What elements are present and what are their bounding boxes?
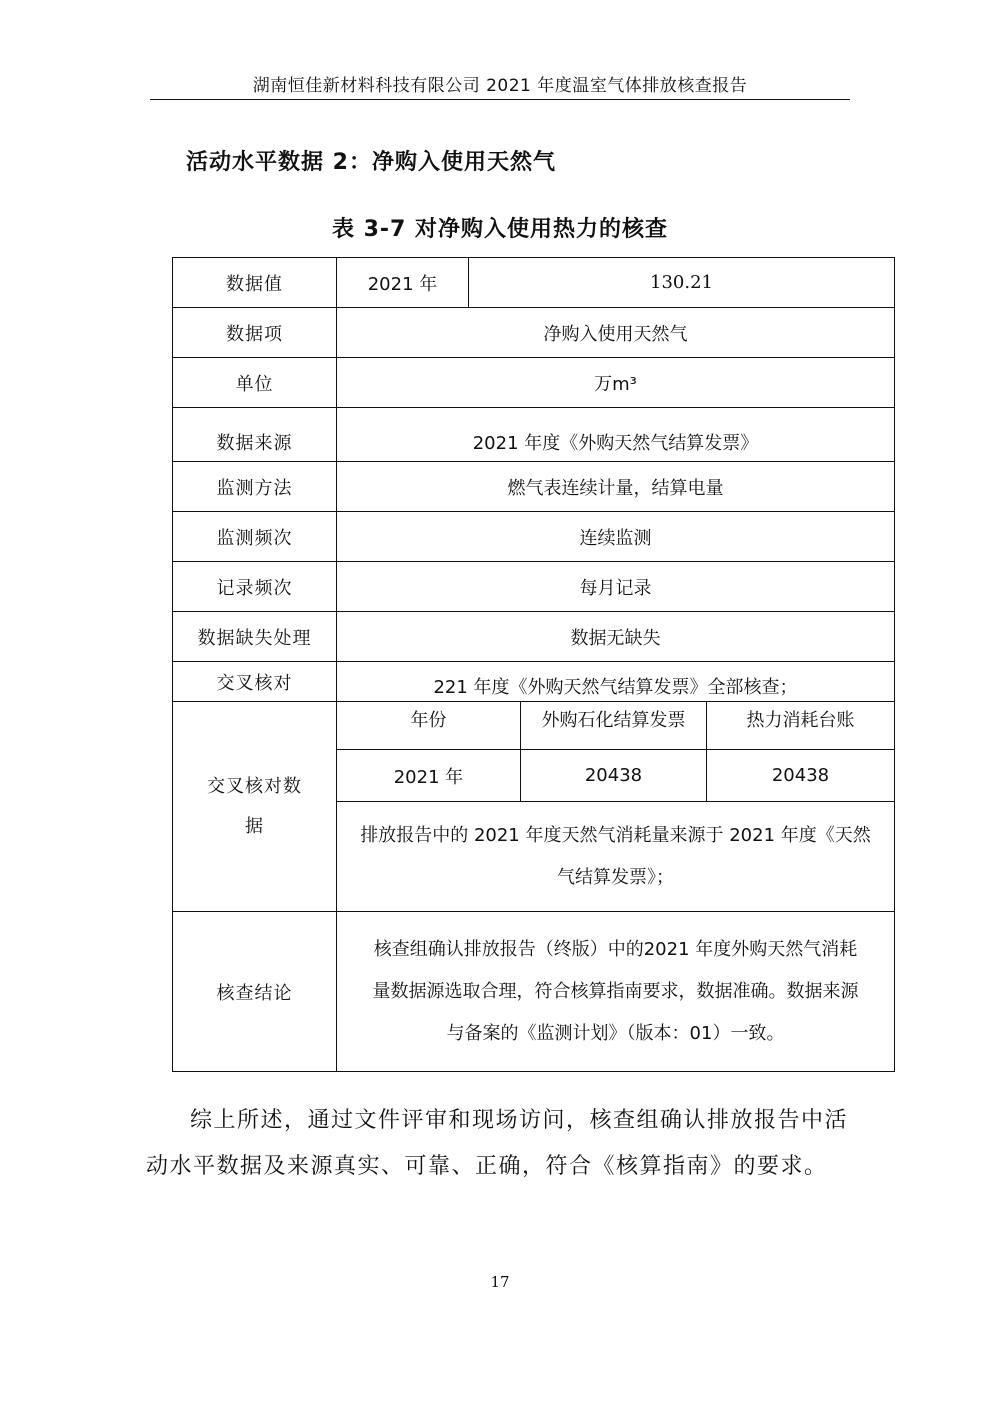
summary-paragraph — [146, 1098, 856, 1190]
data-value-number: 130.21 — [469, 258, 895, 308]
row-monitoring-method — [173, 462, 895, 512]
row-data-item — [173, 308, 895, 358]
label-data-source: 数据来源 — [173, 408, 337, 462]
cross-check-note-line1: 排放报告中的 2021 年度天然气消耗量来源于 2021 年度《天然 — [360, 824, 871, 846]
data-item-value: 净购入使用天然气 — [337, 308, 895, 358]
cell-invoice-value: 20438 — [521, 750, 707, 802]
label-cross-check: 交叉核对 — [173, 662, 337, 702]
label-missing-data: 数据缺失处理 — [173, 612, 337, 662]
row-unit — [173, 358, 895, 408]
unit-value: 万m³ — [337, 358, 895, 408]
cross-check-value: 221 年度《外购天然气结算发票》全部核查； — [337, 662, 895, 702]
label-conclusion: 核查结论 — [173, 912, 337, 1072]
section-heading: 活动水平数据 2：净购入使用天然气 — [186, 150, 556, 175]
label-cross-check-data-line1: 交叉核对数 — [207, 775, 302, 797]
row-cross-check-headers — [173, 702, 895, 750]
cross-check-note — [337, 802, 895, 912]
label-cross-check-data-line2: 据 — [245, 815, 264, 837]
missing-data-value: 数据无缺失 — [337, 612, 895, 662]
cross-check-note-line2: 气结算发票》； — [557, 866, 674, 888]
row-conclusion — [173, 912, 895, 1072]
summary-line1: 综上所述，通过文件评审和现场访问，核查组确认排放报告中活 — [190, 1108, 849, 1133]
label-cross-check-data — [173, 702, 337, 912]
header-year: 年份 — [337, 702, 521, 750]
conclusion-text — [337, 912, 895, 1072]
label-monitoring-method: 监测方法 — [173, 462, 337, 512]
cell-year: 2021 年 — [337, 750, 521, 802]
row-recording-frequency — [173, 562, 895, 612]
header-rule — [150, 99, 850, 100]
conclusion-line1: 核查组确认排放报告（终版）中的2021 年度外购天然气消耗 — [373, 938, 858, 960]
header-ledger: 热力消耗台账 — [707, 702, 895, 750]
label-monitoring-frequency: 监测频次 — [173, 512, 337, 562]
verification-table — [172, 257, 895, 1072]
monitoring-method-value: 燃气表连续计量，结算电量 — [337, 462, 895, 512]
data-value-year: 2021 年 — [337, 258, 469, 308]
cell-ledger-value: 20438 — [707, 750, 895, 802]
monitoring-frequency-value: 连续监测 — [337, 512, 895, 562]
page-header: 湖南恒佳新材料科技有限公司 2021 年度温室气体排放核查报告 — [252, 76, 748, 96]
row-missing-data — [173, 612, 895, 662]
label-unit: 单位 — [173, 358, 337, 408]
label-recording-frequency: 记录频次 — [173, 562, 337, 612]
page-number: 17 — [490, 1273, 510, 1291]
row-data-source — [173, 408, 895, 462]
table-caption: 表 3-7 对净购入使用热力的核查 — [331, 217, 669, 242]
summary-line2: 动水平数据及来源真实、可靠、正确，符合《核算指南》的要求。 — [146, 1154, 828, 1179]
row-data-value — [173, 258, 895, 308]
row-cross-check — [173, 662, 895, 702]
data-source-value: 2021 年度《外购天然气结算发票》 — [337, 408, 895, 462]
recording-frequency-value: 每月记录 — [337, 562, 895, 612]
row-monitoring-frequency — [173, 512, 895, 562]
header-invoice: 外购石化结算发票 — [521, 702, 707, 750]
conclusion-line2: 量数据源选取合理，符合核算指南要求，数据准确。数据来源 — [372, 980, 859, 1002]
label-data-item: 数据项 — [173, 308, 337, 358]
label-data-value: 数据值 — [173, 258, 337, 308]
conclusion-line3: 与备案的《监测计划》（版本：01）一致。 — [446, 1022, 785, 1044]
